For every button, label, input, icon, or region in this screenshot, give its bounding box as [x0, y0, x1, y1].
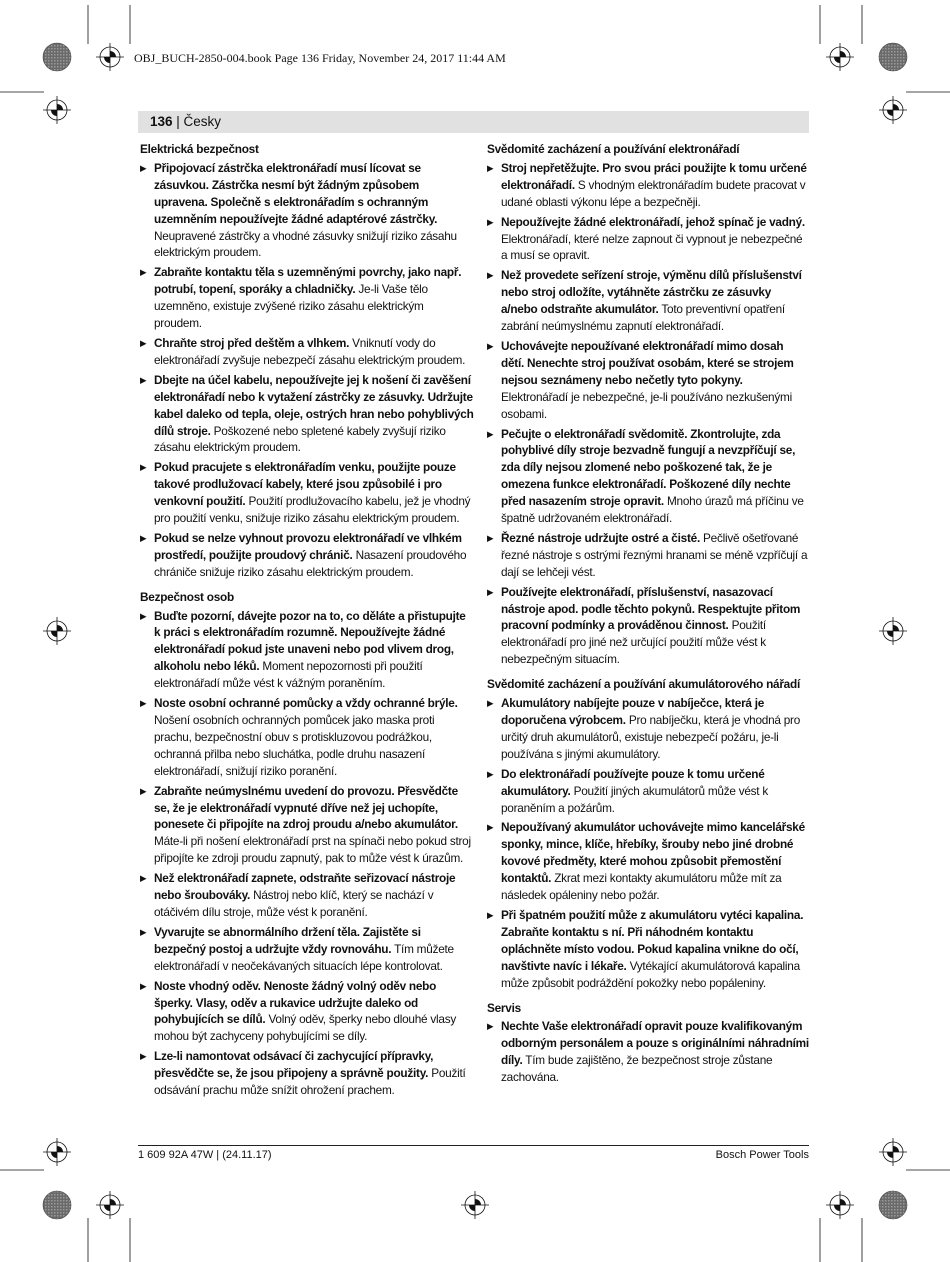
safety-item — [140, 978, 474, 1046]
section-title: Svědomité zacházení a používání elektronářadí — [487, 142, 740, 156]
safety-explanation: Poškozené nebo spletené kabely zvyšují riziko zásahu elektrickým proudem. — [154, 423, 446, 455]
safety-explanation: S vhodným elektronářadím budete pracovat v udané oblasti výkonu lépe a bezpečněji. — [501, 177, 806, 209]
right-column — [487, 141, 809, 1089]
safety-instruction: Vyvarujte se abnormálního držení těla. Zajistěte si bezpečný postoj a udržujte vždy rovnováhu. — [154, 924, 421, 956]
safety-item — [487, 214, 809, 265]
safety-instruction: Řezné nástroje udržujte ostré a čisté. — [501, 530, 700, 545]
safety-explanation: Tím můžete elektronářadí v neočekávaných situacích lépe kontrolovat. — [154, 941, 454, 973]
safety-explanation: Pro nabíječku, která je vhodná pro určitý druh akumulátorů, existuje nebezpečí požáru, je-li používána s jinými akumulátory. — [501, 713, 801, 761]
safety-instruction: Pečujte o elektronářadí svědomitě. Zkontrolujte, zda pohyblivé díly stroje bezvadně fungují a nevzpříčují se, zda díly nejsou zlomené nebo poškozené tak, že je omezena funkce elektronářadí. Poškozené díly nechte před nasazením stroje opravit. — [501, 426, 796, 509]
safety-item — [140, 870, 474, 921]
safety-item — [140, 264, 474, 332]
safety-instruction: Buďte pozorní, dávejte pozor na to, co děláte a přistupujte k práci s elektronářadím rozumně. Nepoužívejte žádné elektronářadí pokud jste unaveni nebo pod vlivem drog, alkoholu nebo léků. — [154, 608, 466, 674]
safety-instruction: Používejte elektronářadí, příslušenství, nasazovací nástroje apod. podle těchto pokynů. Respektujte přitom pracovní podmínky a prováděnou činnost. — [501, 584, 801, 633]
safety-explanation: Máte-li při nošení elektronářadí prst na spínači nebo pokud stroj připojíte ke zdroji proudu zapnutý, pak to může vést k úrazům. — [154, 834, 471, 866]
safety-item — [487, 160, 809, 211]
safety-instruction: Noste osobní ochranné pomůcky a vždy ochranné brýle. — [154, 696, 458, 711]
safety-instruction: Akumulátory nabíjejte pouze v nabíječce, která je doporučena výrobcem. — [501, 696, 765, 727]
safety-item — [487, 338, 809, 423]
safety-instruction: Zabraňte neúmyslnému uvedení do provozu. Přesvědčte se, že je elektronářadí vypnuté dříve než jej uchopíte, ponesete či připojíte na zdroj proudu a/nebo akumulátor. — [154, 783, 458, 832]
safety-item — [140, 695, 474, 780]
safety-item — [487, 584, 809, 669]
safety-instruction: Nepoužívejte žádné elektronářadí, jehož spínač je vadný. — [501, 214, 805, 229]
safety-item — [140, 335, 474, 369]
safety-explanation: Použití jiných akumulátorů může vést k poraněním a požárům. — [501, 783, 769, 815]
safety-list — [140, 160, 474, 581]
safety-list — [487, 1018, 809, 1086]
safety-item — [487, 819, 809, 904]
safety-explanation: Použití prodlužovacího kabelu, jež je vhodný pro použití venku, snižuje riziko zásahu elektrickým proudem. — [154, 494, 471, 526]
section-title: Bezpečnost osob — [140, 589, 234, 604]
safety-instruction: Zabraňte kontaktu těla s uzemněnými povrchy, jako např. potrubí, topení, sporáky a chladničky. — [154, 265, 462, 297]
safety-item — [487, 907, 809, 992]
safety-explanation: Nošení osobních ochranných pomůcek jako maska proti prachu, bezpečnostní obuv s protiskluzovou podrážkou, ochranná přilba nebo sluchátka, podle druhu nasazení elektronářadí, snižují riziko poranění. — [154, 713, 435, 778]
safety-list — [487, 160, 809, 668]
safety-instruction: Stroj nepřetěžujte. Pro svou práci použijte k tomu určené elektronářadí. — [501, 160, 807, 192]
safety-explanation: Tím bude zajištěno, že bezpečnost stroje zůstane zachována. — [501, 1053, 773, 1085]
safety-item — [487, 1018, 809, 1086]
safety-item — [140, 924, 474, 975]
safety-instruction: Lze-li namontovat odsávací či zachycující přípravky, přesvědčte se, že jsou připojeny a správně použity. — [154, 1049, 434, 1081]
safety-explanation: Moment nepozornosti při použití elektronářadí může vést k vážným poraněním. — [154, 659, 423, 691]
safety-explanation: Mnoho úrazů má příčinu ve špatně udržovaném elektronářadí. — [501, 494, 804, 526]
safety-instruction: Nechte Vaše elektronářadí opravit pouze kvalifikovaným odborným personálem a pouze s originálními náhradními díly. — [501, 1019, 809, 1068]
safety-instruction: Než elektronářadí zapnete, odstraňte seřizovací nástroje nebo šroubováky. — [154, 871, 456, 903]
safety-item — [140, 459, 474, 527]
safety-list — [140, 608, 474, 1099]
safety-explanation: Toto preventivní opatření zabrání neúmyslnému zapnutí elektronářadí. — [501, 302, 785, 334]
safety-item — [487, 530, 809, 581]
safety-item — [487, 426, 809, 527]
safety-explanation: Použití elektronářadí pro jiné než určující použití může vést k nebezpečným situacím. — [501, 618, 766, 667]
section-title: Elektrická bezpečnost — [140, 142, 259, 156]
safety-instruction: Nepoužívaný akumulátor uchovávejte mimo kancelářské sponky, mince, klíče, hřebíky, šrouby nebo jiné drobné kovové předměty, které mohou způsobit přemostění kontaktů. — [501, 820, 805, 886]
language-label: Česky — [183, 114, 222, 129]
safety-item — [487, 267, 809, 335]
page-header-band — [138, 111, 809, 133]
safety-explanation: Použití odsávání prachu může snížit ohrožení prachem. — [154, 1066, 466, 1098]
safety-explanation: Elektronářadí, které nelze zapnout či vypnout je nebezpečné a musí se opravit. — [501, 231, 803, 263]
page-header — [150, 113, 221, 131]
footer-brand: Bosch Power Tools — [715, 1149, 809, 1161]
safety-explanation: Elektronářadí je nebezpečné, je-li používáno nezkušenými osobami. — [501, 389, 792, 421]
safety-item — [140, 608, 474, 693]
safety-item — [140, 160, 474, 261]
safety-list — [487, 695, 809, 991]
safety-item — [140, 1048, 474, 1099]
safety-instruction: Než provedete seřízení stroje, výměnu dílů příslušenství nebo stroj odložíte, vytáhněte zástrčku ze zásuvky a/nebo odstraňte akumulátor. — [501, 268, 802, 317]
safety-instruction: Do elektronářadí používejte pouze k tomu určené akumulátory. — [501, 766, 765, 798]
safety-instruction: Pokud pracujete s elektronářadím venku, použijte pouze takové prodlužovací kabely, které jsou způsobilé i pro venkovní použití. — [154, 460, 456, 509]
safety-instruction: Noste vhodný oděv. Nenoste žádný volný oděv nebo šperky. Vlasy, oděv a rukavice udržujte daleko od pohybujících se dílů. — [154, 978, 437, 1027]
safety-explanation: Je-li Vaše tělo uzemněno, existuje zvýšené riziko zásahu elektrickým proudem. — [154, 282, 428, 331]
safety-item — [140, 783, 474, 868]
safety-explanation: Nástroj nebo klíč, který se nachází v otáčivém dílu stroje, může vést k poranění. — [154, 888, 434, 919]
safety-explanation: Volný oděv, šperky nebo dlouhé vlasy mohou být zachyceny pohybujícími se díly. — [154, 1012, 456, 1044]
safety-instruction: Dbejte na účel kabelu, nepoužívejte jej k nošení či zavěšení elektronářadí nebo k vytažení zástrčky ze zásuvky. Udržujte kabel daleko od tepla, oleje, ostrých hran nebo pohyblivých dílů stroje. — [154, 372, 474, 438]
section-title: Servis — [487, 1000, 521, 1015]
section-title: Svědomité zacházení a používání akumulátorového nářadí — [487, 677, 800, 692]
safety-item — [487, 766, 809, 817]
safety-instruction: Připojovací zástrčka elektronářadí musí lícovat se zásuvkou. Zástrčka nesmí být žádným způsobem upravena. Společně s elektronářadím s ochranným uzemněním nepoužívejte žádné adaptérové zástrčky. — [154, 160, 438, 226]
safety-instruction: Chraňte stroj před deštěm a vlhkem. — [154, 335, 350, 350]
safety-instruction: Pokud se nelze vyhnout provozu elektronářadí ve vlhkém prostředí, použijte proudový chránič. — [154, 530, 462, 562]
safety-item — [140, 372, 474, 457]
left-column — [140, 141, 474, 1102]
safety-explanation: Neupravené zástrčky a vhodné zásuvky snižují riziko zásahu elektrickým proudem. — [154, 228, 457, 260]
safety-explanation: Pečlivě ošetřované řezné nástroje s ostrými řeznými hranami se méně vzpříčují a dají se lehčeji vést. — [501, 530, 808, 579]
page-footer — [138, 1145, 809, 1168]
safety-instruction: Uchovávejte nepoužívané elektronářadí mimo dosah dětí. Nenechte stroj používat osobám, které se strojem nejsou seznámeny nebo nečetly tyto pokyny. — [501, 338, 794, 387]
safety-explanation: Nasazení proudového chrániče snižuje riziko zásahu elektrickým proudem. — [154, 547, 467, 579]
safety-item — [487, 695, 809, 763]
safety-explanation: Vniknutí vody do elektronářadí zvyšuje nebezpečí zásahu elektrickým proudem. — [154, 335, 466, 367]
page-number: 136 — [150, 114, 173, 129]
header-separator: | — [172, 114, 184, 129]
safety-item — [140, 530, 474, 581]
safety-instruction: Při špatném použití může z akumulátoru vytéci kapalina. Zabraňte kontaktu s ní. Při náhodném kontaktu opláchněte místo vodou. Pokud kapalina vnikne do očí, navštivte navíc i lékaře. — [501, 907, 804, 973]
file-slug: OBJ_BUCH-2850-004.book Page 136 Friday, November 24, 2017 11:44 AM — [134, 51, 506, 65]
footer-doc-number: 1 609 92A 47W | (24.11.17) — [138, 1149, 272, 1161]
safety-explanation: Vytékající akumulátorová kapalina může způsobit podráždění pokožky nebo popáleniny. — [501, 958, 800, 990]
safety-explanation: Zkrat mezi kontakty akumulátoru může mít za následek opáleniny nebo požár. — [501, 871, 782, 903]
